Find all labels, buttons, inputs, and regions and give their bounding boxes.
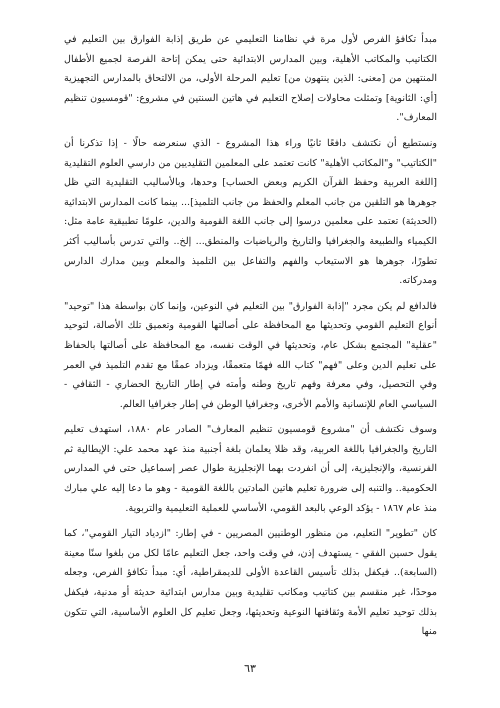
paragraph-3: فالدافع لم يكن مجرد "إذابة الفوارق" بين التعليم في النوعين، وإنما كان بواسطة هذا "توحيد" أنواع التعليم القومي وتحديثها مع المحافظة على أصالتها القومية وتعميق تلك الأصالة، لتوحيد "عقلية" المجتمع بشكل عام، وتحديثها في الوقت نفسه، مع المحافظة على أصالتها بالحفاظ على تعليم الدين وعلى "فهم" كتاب الله فهمًا متعمقًا، ويزداد عمقًا مع تقدم التلميذ في العمر وفي التحصيل، وفي معرفة وفهم تاريخ وطنه وأمته في إطار التاريخ الحضاري - الثقافي - السياسي العام للإنسانية والأمم الأخرى، وجغرافيا الوطن في إطار جغرافيا العالم. bbox=[64, 300, 437, 410]
paragraph-2: ونستطيع أن نكتشف دافعًا ثانيًا وراء هذا المشروع - الذي سنعرضه حالًا - إذا تذكرنا أن "الكتاتيب" و"المكاتب الأهلية" كانت تعتمد على المعلمين التقليديين من دارسي العلوم التقليدية [اللغة العربية وحفظ القرآن الكريم وبعض الحساب] وحدها، وبالأساليب التقليدية التي ظل جوهرها هو التلقين من جانب المعلم والحفظ من جانب التلميذ]... بينما كانت المدارس الابتدائية (الحديثة) تعتمد على معلمين درسوا إلى جانب اللغة القومية والدين، علومًا تطبيقية عامة مثل: الكيمياء والطبيعة والجغرافيا والتاريخ والرياضيات والمنطق... إلخ.. والتي تدرس بأساليب أكثر تطورًا، جوهرها هو الاستيعاب والفهم والتفاعل بين التلميذ والمعلم وبين مدارك الدارس ومدركاته. bbox=[64, 137, 437, 287]
paragraph-4: وسوف نكتشف أن "مشروع قومسيون تنظيم المعارف" الصادر عام ١٨٨٠، استهدف تعليم التاريخ والجغرافيا باللغة العربية، وقد ظلا يعلمان بلغة أجنبية منذ عهد محمد علي: الإيطالية ثم الفرنسية، والإنجليزية، إلى أن انفردت بهما الإنجليزية طوال عصر إسماعيل حتى في المدارس الحكومية.. والتنبه إلى ضرورة تعليم هاتين المادتين باللغة القومية - وهو ما دعا إليه علي مبارك منذ عام ١٨٦٧ - يؤكد الوعي بالبعد القومي، الأساسي للعملية التعليمية والتربوية. bbox=[64, 424, 437, 514]
page-number: ٦٣ bbox=[244, 662, 256, 675]
body-text bbox=[64, 30, 437, 642]
paragraph-5: كان "تطوير" التعليم، من منظور الوطنيين المصريين - في إطار: "ازدياد التيار القومي"، كما يقول حسين الفقي - يستهدف إذن، في وقت واحد، جعل التعليم عامًا لكل من بلغوا سنًا معينة (السابعة).. فيكفل بذلك تأسيس القاعدة الأولى للديمقراطية، أي: مبدأ تكافؤ الفرص، وجعله موحدًا، غير منقسم بين كتاتيب ومكاتب تقليدية وبين مدارس ابتدائية حديثة أو مدنية، فيكفل بذلك توحيد تعليم الأمة وثقافتها النوعية وتحديثها، وجعل تعليم كل العلوم الأساسية، التي تتكون منها bbox=[64, 528, 437, 638]
paragraph-1: مبدأ تكافؤ الفرص لأول مرة في نظامنا التعليمي عن طريق إذابة الفوارق بين التعليم في الكتاتيب والمكاتب الأهلية، وبين المدارس الابتدائية حتى يمكن إتاحة الفرصة لجميع الأطفال المنتهين من [معنى: الذين ينتهون من] تعليم المرحلة الأولى، من الالتحاق بالمدارس التجهيزية [أي: الثانوية] وتمثلت محاولات إصلاح التعليم في هاتين السنتين في مشروع: "قومسيون تنظيم المعارف". bbox=[64, 34, 437, 124]
